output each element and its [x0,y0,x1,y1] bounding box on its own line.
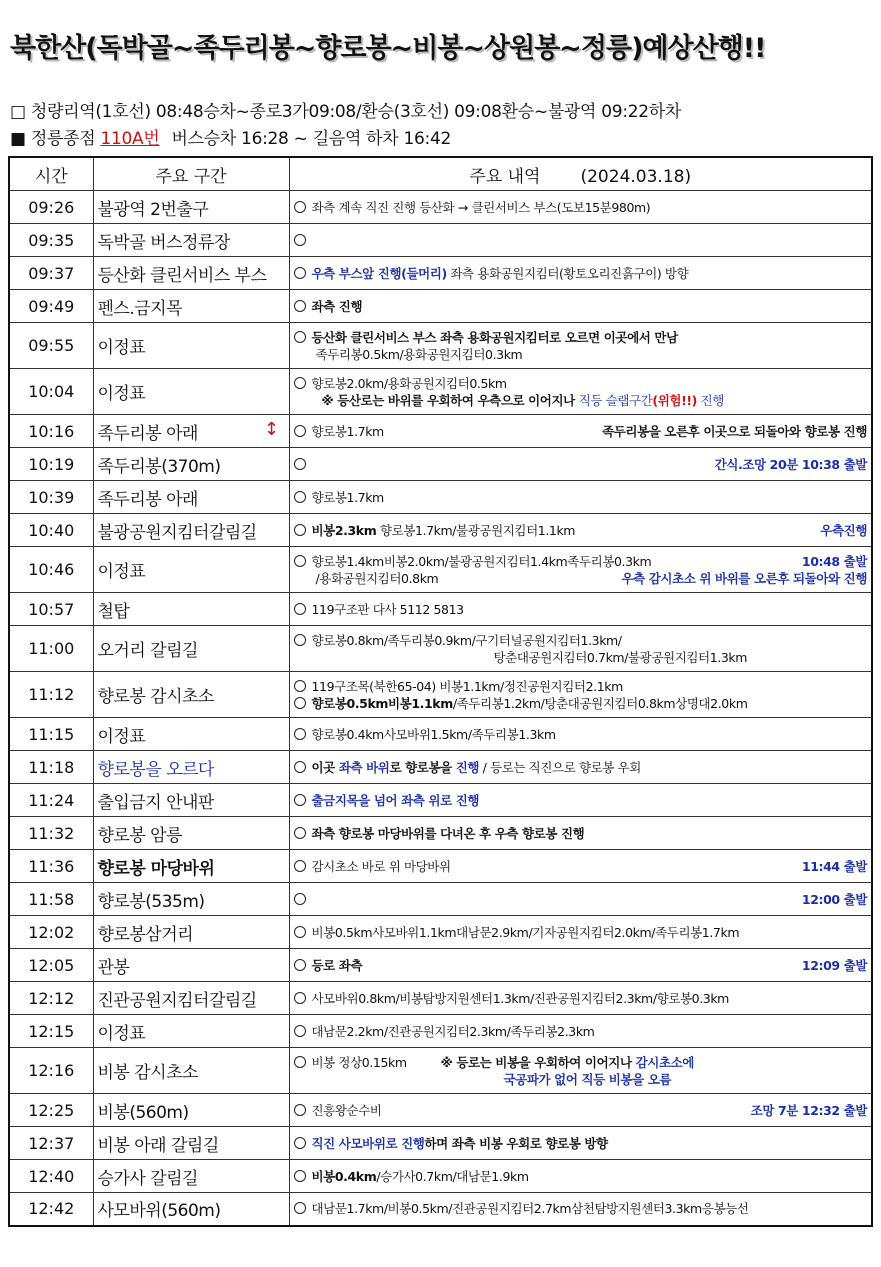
detail-text: 좌측 계속 직진 진행 등산화 → 클린서비스 부스(도보15분980m) [311,199,651,215]
detail-cell [289,191,872,224]
detail-text: 직진 사모바위로 진행 [311,1135,425,1151]
time-cell: 11:18 [9,751,93,784]
circle-bullet-icon [294,893,306,905]
table-row [9,672,872,718]
time-cell: 11:58 [9,883,93,916]
time-cell: 12:37 [9,1127,93,1160]
circle-bullet-icon [294,234,306,246]
departure-text: 간식.조망 20분 10:38 출발 [714,456,867,472]
circle-bullet-icon [294,491,306,503]
detail-text: 우측진행 [820,522,867,538]
circle-bullet-icon [294,524,306,536]
table-row [9,323,872,369]
detail-text: 향로봉1.7km/불광공원지킴터1.1km [376,522,576,538]
time-cell: 09:26 [9,191,93,224]
detail-text: 족두리봉을 오른후 이곳으로 되돌아와 향로봉 진행 [602,423,867,439]
circle-bullet-icon [294,827,306,839]
detail-cell [289,290,872,323]
detail-text: 감시초소에 [635,1054,694,1070]
section-cell: 족두리봉 아래 [93,481,289,514]
detail-text: / 등로는 직진으로 향로봉 우회 [479,759,641,775]
circle-bullet-icon [294,201,306,213]
section-cell [93,415,289,448]
detail-cell [289,224,872,257]
time-cell: 10:16 [9,415,93,448]
time-cell: 10:19 [9,448,93,481]
detail-text: 대남문2.2km/진관공원지킴터2.3km/족두리봉2.3km [311,1023,595,1039]
section-cell: 이정표 [93,718,289,751]
section-cell: 사모바위(560m) [93,1193,289,1226]
detail-text: 우측 부스앞 진행(들머리) [311,265,447,281]
detail-text: 직등 슬랩구간 [578,392,653,408]
time-cell: 11:00 [9,626,93,672]
section-cell: 철탑 [93,593,289,626]
circle-bullet-icon [294,680,306,692]
header-detail [289,157,872,191]
transit-info-line-2 [10,124,451,149]
time-cell: 10:39 [9,481,93,514]
time-cell: 09:49 [9,290,93,323]
info-suffix: 버스승차 16:28 ~ 길음역 하차 16:42 [171,129,452,149]
table-row [9,718,872,751]
detail-cell [289,593,872,626]
table-row [9,1094,872,1127]
table-row [9,784,872,817]
detail-cell [289,626,872,672]
circle-bullet-icon [294,634,306,646]
detail-text: 좌측 향로봉 마당바위를 다녀온 후 우측 향로봉 진행 [311,825,585,841]
table-row [9,369,872,415]
circle-bullet-icon [294,458,306,470]
circle-bullet-icon [294,1170,306,1182]
section-cell: 독박골 버스정류장 [93,224,289,257]
circle-bullet-icon [294,697,306,709]
detail-cell [289,1015,872,1048]
warning-text: (위험!!) [652,392,697,408]
time-cell: 12:15 [9,1015,93,1048]
table-row [9,593,872,626]
detail-text: /용화공원지킴터0.8km [315,570,439,586]
departure-text: 11:44 출발 [801,858,867,874]
circle-bullet-icon [294,794,306,806]
header-detail-label: 주요 내역 [469,166,541,187]
section-cell: 진관공원지킴터갈림길 [93,982,289,1015]
table-row [9,883,872,916]
detail-cell [289,448,872,481]
table-row [9,191,872,224]
time-cell: 12:25 [9,1094,93,1127]
time-cell: 12:02 [9,916,93,949]
table-row [9,916,872,949]
detail-text: ※ 등로는 비봉을 우회하여 이어지나 [440,1054,636,1070]
detail-text: 진행 [697,392,724,408]
table-row [9,1193,872,1226]
time-cell: 12:05 [9,949,93,982]
detail-text: 등산화 클린서비스 부스 좌측 용화공원지킴터로 오르면 이곳에서 만남 [311,329,678,345]
circle-bullet-icon [294,555,306,567]
time-cell: 10:40 [9,514,93,547]
header-time: 시간 [9,157,93,191]
detail-cell [289,514,872,547]
section-cell: 향로봉 마당바위 [93,850,289,883]
departure-text: 12:09 출발 [801,957,867,973]
detail-cell [289,1193,872,1226]
detail-text: 족두리봉0.5km/용화공원지킴터0.3km [315,346,523,362]
section-text: 족두리봉 아래 [97,423,198,444]
detail-cell [289,784,872,817]
table-row [9,949,872,982]
detail-text: 등로 좌측 [311,957,363,973]
detail-text: 진흥왕순수비 [311,1102,382,1118]
circle-bullet-icon [294,959,306,971]
time-cell: 11:15 [9,718,93,751]
section-cell: 비봉 감시초소 [93,1048,289,1094]
section-cell: 이정표 [93,547,289,593]
detail-cell [289,916,872,949]
detail-text: 비봉2.3km [311,522,377,538]
time-cell: 11:24 [9,784,93,817]
detail-cell [289,481,872,514]
detail-cell [289,883,872,916]
time-cell: 11:36 [9,850,93,883]
section-cell: 불광공원지킴터갈림길 [93,514,289,547]
detail-text: 향로봉0.5km비봉1.1km [311,695,453,711]
detail-text: 119구조목(북한65-04) 비봉1.1km/정진공원지킴터2.1km [311,678,623,694]
section-cell: 등산화 클린서비스 부스 [93,257,289,290]
detail-text: 비봉0.4km [311,1168,377,1184]
time-cell: 09:35 [9,224,93,257]
detail-cell [289,1048,872,1094]
detail-text: 출금지목을 넘어 좌측 위로 진행 [311,792,480,808]
section-cell: 이정표 [93,369,289,415]
detail-text: 하며 좌측 비봉 우회로 향로봉 방향 [424,1135,608,1151]
detail-text: 이곳 [311,759,339,775]
circle-bullet-icon [294,728,306,740]
section-cell: 비봉 아래 갈림길 [93,1127,289,1160]
time-cell: 12:16 [9,1048,93,1094]
detail-text: 향로봉2.0km/용화공원지킴터0.5km [311,375,507,391]
header-row [9,157,872,191]
header-date: (2024.03.18) [580,166,692,187]
section-cell: 펜스.금지목 [93,290,289,323]
time-cell: 10:57 [9,593,93,626]
circle-bullet-icon [294,1056,306,1068]
circle-bullet-icon [294,1202,306,1214]
time-cell: 09:37 [9,257,93,290]
detail-text: 향로봉1.7km [311,423,384,439]
bus-number: 110A번 [100,129,160,149]
detail-cell [289,850,872,883]
section-cell: 향로봉(535m) [93,883,289,916]
circle-bullet-icon [294,300,306,312]
detail-cell [289,257,872,290]
detail-text: 향로봉0.4km사모바위1.5km/족두리봉1.3km [311,726,556,742]
circle-bullet-icon [294,331,306,343]
table-row [9,514,872,547]
detail-text: 감시초소 바로 위 마당바위 [311,858,451,874]
circle-bullet-icon [294,1104,306,1116]
page-title: 북한산(독박골~족두리봉~향로봉~비봉~상원봉~정릉)예상산행!! [10,33,766,64]
circle-bullet-icon [294,926,306,938]
circle-bullet-icon [294,761,306,773]
circle-bullet-icon [294,603,306,615]
departure-text: 12:00 출발 [801,891,867,907]
departure-text: 조망 7분 12:32 출발 [750,1102,867,1118]
detail-text: ※ 등산로는 바위를 우회하여 우측으로 이어지나 [321,392,579,408]
detail-text: 비봉0.5km사모바위1.1km대남문2.9km/기자공원지킴터2.0km/족두리봉1.7km [311,924,740,940]
detail-cell [289,1127,872,1160]
up-down-arrow-icon: ↕ [263,418,279,440]
time-cell: 10:04 [9,369,93,415]
detail-text: /족두리봉1.2km/탕춘대공원지킴터0.8km상명대2.0km [452,695,748,711]
table-row [9,1160,872,1193]
time-cell: 12:40 [9,1160,93,1193]
circle-bullet-icon [294,267,306,279]
detail-cell [289,323,872,369]
detail-cell [289,672,872,718]
detail-cell [289,1160,872,1193]
detail-cell [289,949,872,982]
detail-text: /승가사0.7km/대남문1.9km [376,1168,529,1184]
detail-cell [289,547,872,593]
section-cell: 향로봉을 오르다 [93,751,289,784]
time-cell: 09:55 [9,323,93,369]
table-row [9,817,872,850]
table-row [9,257,872,290]
section-cell: 족두리봉(370m) [93,448,289,481]
detail-text: 좌측 바위 [338,759,390,775]
detail-text: 대남문1.7km/비봉0.5km/진관공원지킴터2.7km삼천탐방지원센터3.3km응봉능선 [311,1201,749,1217]
detail-cell [289,415,872,448]
circle-bullet-icon [294,377,306,389]
table-row [9,626,872,672]
section-cell: 승가사 갈림길 [93,1160,289,1193]
table-row [9,982,872,1015]
schedule-table [8,156,873,1227]
circle-bullet-icon [294,1025,306,1037]
table-row [9,415,872,448]
detail-cell [289,1094,872,1127]
section-cell: 향로봉 감시초소 [93,672,289,718]
detail-cell [289,817,872,850]
table-row [9,751,872,784]
table-row [9,850,872,883]
table-row [9,1015,872,1048]
detail-cell [289,751,872,784]
section-cell: 이정표 [93,323,289,369]
table-row [9,1127,872,1160]
info-prefix: ■ 정릉종점 [10,129,101,149]
departure-text: 10:48 출발 [801,553,867,569]
transit-info-line-1: □ 청량리역(1호선) 08:48승차~종로3가09:08/환승(3호선) 09:08환승~불광역 09:22하차 [10,102,682,122]
time-cell: 11:12 [9,672,93,718]
table-row [9,448,872,481]
table-row [9,1048,872,1094]
detail-text: 탕춘대공원지킴터0.7km/불광공원지킴터1.3km [493,649,748,665]
detail-cell [289,718,872,751]
section-cell: 향로봉삼거리 [93,916,289,949]
detail-cell [289,982,872,1015]
detail-text: 비봉 정상0.15km [311,1054,407,1070]
section-cell: 이정표 [93,1015,289,1048]
detail-text: 로 향로봉을 [389,759,456,775]
circle-bullet-icon [294,860,306,872]
time-cell: 11:32 [9,817,93,850]
detail-text: 향로봉1.4km비봉2.0km/불광공원지킴터1.4km족두리봉0.3km [311,553,652,569]
table-row [9,290,872,323]
detail-cell [289,369,872,415]
header-section: 주요 구간 [93,157,289,191]
detail-text: 119구조판 다사 5112 5813 [311,601,464,617]
circle-bullet-icon [294,992,306,1004]
detail-text: 사모바위0.8km/비봉탐방지원센터1.3km/진관공원지킴터2.3km/향로봉0.3km [311,990,729,1006]
table-row [9,224,872,257]
section-cell: 향로봉 암릉 [93,817,289,850]
detail-text: 향로봉0.8km/족두리봉0.9km/구기터널공원지킴터1.3km/ [311,632,622,648]
time-cell: 12:42 [9,1193,93,1226]
section-cell: 비봉(560m) [93,1094,289,1127]
detail-text: 향로봉1.7km [311,489,384,505]
time-cell: 10:46 [9,547,93,593]
detail-text: 국공파가 없어 직등 비봉을 오름 [503,1071,672,1087]
circle-bullet-icon [294,425,306,437]
table-row [9,547,872,593]
section-cell: 불광역 2번출구 [93,191,289,224]
table-row [9,481,872,514]
section-cell: 오거리 갈림길 [93,626,289,672]
detail-text: 우측 감시초소 위 바위를 오른후 되돌아와 진행 [621,570,867,586]
section-cell: 출입금지 안내판 [93,784,289,817]
time-cell: 12:12 [9,982,93,1015]
circle-bullet-icon [294,1137,306,1149]
detail-text: 진행 [455,759,480,775]
section-cell: 관봉 [93,949,289,982]
detail-text: 좌측 용화공원지킴터(황토오리진흙구이) 방향 [446,265,689,281]
detail-text: 좌측 진행 [311,298,363,314]
